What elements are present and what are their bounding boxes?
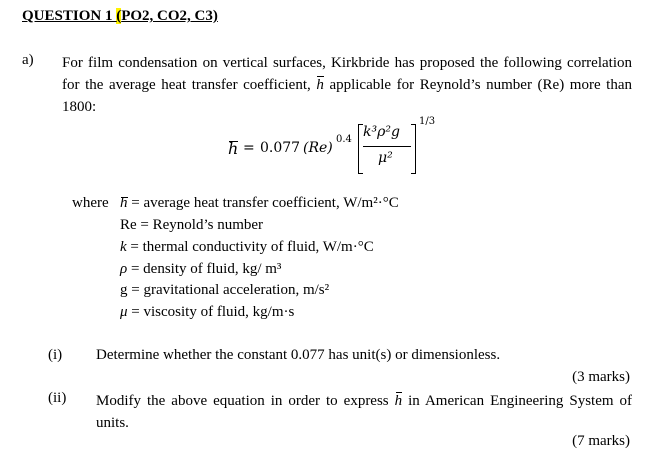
sub-question-text-1: Modify the above equation in order to express: [96, 393, 389, 409]
question-heading: [22, 8, 218, 25]
equation-outer-exponent: 1/3: [419, 116, 436, 127]
where-label: where: [72, 195, 109, 211]
definition-text: = Reynold’s number: [140, 217, 264, 233]
equation-re-term: (Re): [303, 140, 333, 156]
definition-text: = gravitational acceleration, m/s²: [131, 282, 330, 298]
equation-equals: =: [243, 140, 255, 156]
equation-numerator: k³ρ²g: [363, 124, 400, 140]
intro-h-bar-symbol: h: [316, 74, 324, 96]
definition-row: [120, 239, 374, 256]
right-bracket: [411, 124, 416, 174]
equation-re-exponent: 0.4: [336, 134, 352, 145]
definition-text: = thermal conductivity of fluid, W/m·°C: [130, 239, 374, 255]
definition-row: [120, 217, 263, 234]
part-a-label: a): [22, 52, 34, 68]
marks-label: (7 marks): [572, 433, 630, 449]
fraction-bar: [363, 146, 411, 147]
sub-question-text: Determine whether the constant 0.077 has unit(s) or dimensionless.: [96, 347, 501, 363]
definition-symbol: g: [120, 282, 128, 298]
definition-symbol: ρ: [120, 261, 128, 277]
definition-symbol: h: [120, 195, 128, 211]
heading-prefix: QUESTION 1: [22, 8, 117, 24]
definition-symbol: k: [120, 239, 127, 255]
definition-symbol: μ: [120, 304, 128, 320]
sub-question-text: [96, 390, 632, 434]
definition-row: [120, 304, 294, 321]
definition-row: [120, 282, 329, 299]
intro-text-2: applicable for Reynold’s number (Re) more than 1800:: [62, 77, 633, 115]
sub-question-label: (ii): [48, 390, 67, 406]
heading-suffix: PO2, CO2, C3): [121, 8, 218, 24]
sub-question-text-2: in American Engineering System of units.: [96, 393, 633, 431]
highlighted-parenthesis: (: [116, 8, 122, 24]
equation-denominator: μ²: [378, 150, 393, 166]
definition-symbol: Re: [120, 217, 137, 233]
sub-question-label: (i): [48, 347, 63, 363]
definition-text: = density of fluid, kg/ m³: [130, 261, 282, 277]
part-a-intro: [62, 52, 632, 118]
equation-coefficient: 0.077: [260, 140, 301, 156]
equation-lhs: h: [228, 139, 239, 158]
intro-text-1: For film condensation on vertical surfaces, Kirkbride has proposed the following correlation for the average heat transfer coefficient,: [62, 55, 632, 93]
definition-row: [120, 195, 399, 212]
marks-label: (3 marks): [572, 369, 630, 385]
sub-question-h-bar-symbol: h: [395, 390, 403, 412]
definition-text: = viscosity of fluid, kg/m·s: [131, 304, 295, 320]
definition-text: = average heat transfer coefficient, W/m²·°C: [131, 195, 399, 211]
definition-row: [120, 261, 281, 278]
